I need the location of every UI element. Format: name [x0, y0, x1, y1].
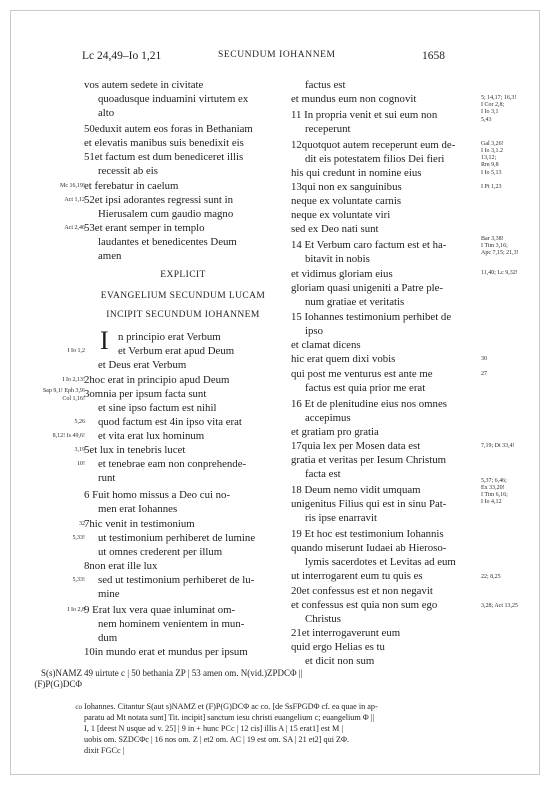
text-line: 12quotquot autem receperunt eum de-: [291, 139, 456, 151]
text-line: 51et factum est dum benediceret illis: [84, 151, 244, 163]
text-line: 16 Et de plenitudine eius nos omnes: [291, 398, 447, 410]
text-line: his qui credunt in nomine eius: [291, 167, 422, 179]
text-line: 5et lux in tenebris lucet: [84, 444, 186, 456]
margin-ref: I Io 4,12: [481, 499, 502, 505]
apparatus-line: dixit FGCc |: [84, 746, 125, 755]
apparatus-line: I, 1 [deest N usque ad v. 25] | 9 in + hunc PCc | 12 cis] illis A | 15 erat1] est M |: [84, 724, 343, 733]
margin-ref: I Cor 2,8;: [481, 102, 505, 108]
drop-cap-initial: I: [100, 326, 109, 355]
margin-ref: Mc 16,19!: [60, 183, 85, 189]
incipit-heading: INCIPIT SECUNDUM IOHANNEM: [106, 310, 260, 320]
text-line: et vidimus gloriam eius: [291, 268, 393, 280]
margin-ref: I Io 3,1: [481, 109, 499, 115]
apparatus-sigla: co: [75, 703, 82, 711]
apparatus-line: uobis om. SZDCΦc | 16 nos om. Z | et2 om. AC | 19 est om. SA | 21 et2] qui ZΦ.: [84, 735, 350, 744]
text-line: ut omnes crederent per illum: [98, 546, 223, 558]
text-line: receperunt: [305, 123, 351, 135]
text-line: ut interrogarent eum tu quis es: [291, 570, 423, 582]
text-line: men erat Iohannes: [98, 503, 178, 515]
text-line: hic erat quem dixi vobis: [291, 353, 396, 365]
margin-ref: 5,37; 6,46;: [481, 478, 507, 484]
text-line: et mundus eum non cognovit: [291, 93, 417, 105]
margin-ref: 11,40; Lc 9,32!: [481, 270, 518, 276]
text-line: 20et confessus est et non negavit: [291, 585, 433, 597]
margin-ref: Col 1,16!: [62, 396, 85, 402]
text-line: 11 In propria venit et sui eum non: [291, 109, 438, 121]
text-line: unigenitus Filius qui est in sinu Pat-: [291, 498, 447, 510]
margin-ref: I Io 1,2: [67, 348, 85, 354]
margin-ref: Sap 9,1! Eph 3,9!: [42, 388, 85, 394]
text-line: 10in mundo erat et mundus per ipsum: [84, 646, 248, 658]
text-line: lymis sacerdotes et Levitas ad eum: [305, 556, 456, 568]
header-page-number: 1658: [422, 50, 445, 62]
text-line: ris ipse enarravit: [305, 512, 377, 524]
explicit-heading: EXPLICIT: [160, 270, 206, 280]
text-line: neque ex voluntate carnis: [291, 195, 402, 207]
margin-ref: 5,33!: [72, 535, 85, 541]
margin-ref: Ex 33,20!: [481, 485, 505, 491]
text-line: et vita erat lux hominum: [98, 430, 205, 442]
text-line: 3omnia per ipsum facta sunt: [84, 388, 207, 400]
text-line: 18 Deum nemo vidit umquam: [291, 484, 421, 496]
text-line: 21et interrogaverunt eum: [291, 627, 401, 639]
text-line: 2hoc erat in principio apud Deum: [84, 374, 230, 386]
text-line: 8non erat ille lux: [84, 560, 158, 572]
text-line: 53et erant semper in templo: [84, 222, 205, 234]
margin-ref: 5,33!: [72, 577, 85, 583]
margin-ref: 7,19; Dt 33,4!: [481, 443, 515, 449]
margin-ref: 8,12! Is 49,6!: [52, 433, 85, 439]
text-line: 52et ipsi adorantes regressi sunt in: [84, 194, 234, 206]
text-line: quoadusque induamini virtutem ex: [98, 93, 249, 105]
text-line: et clamat dicens: [291, 339, 361, 351]
text-line: ipso: [305, 325, 323, 337]
text-line: ut testimonium perhiberet de lumine: [98, 532, 256, 544]
text-line: dit eis potestatem filios Dei fieri: [305, 153, 445, 165]
text-line: Christus: [305, 613, 341, 625]
text-line: mine: [98, 588, 120, 600]
text-line: n principio erat Verbum: [118, 331, 221, 343]
margin-ref: I Io 5,13: [481, 170, 502, 176]
text-line: et sine ipso factum est nihil: [98, 402, 217, 414]
evangelium-heading: EVANGELIUM SECUNDUM LUCAM: [100, 291, 266, 301]
margin-ref: I Io 3,1.2: [481, 148, 503, 154]
text-line: 6 Fuit homo missus a Deo cui no-: [84, 489, 231, 501]
text-line: gloriam quasi unigeniti a Patre ple-: [291, 282, 444, 294]
apparatus-sigla: S(s)NAMZ: [40, 668, 82, 678]
margin-ref: I Pt 1,23: [481, 184, 502, 190]
margin-ref: I Tim 3,16;: [481, 243, 508, 249]
text-line: quod factum est 4in ipso vita erat: [98, 416, 242, 428]
margin-ref: 3,19: [74, 447, 85, 453]
text-line: sed ex Deo nati sunt: [291, 223, 379, 235]
apparatus-line: Iohannes. Citantur S(aut s)NAMZ et (F)P(G)DCΦ ac co. [de SsFPGDΦ cf. ea quae in ap-: [84, 702, 378, 711]
apparatus-line: paratu ad Mt notata sunt] Tit. incipit] sanctum iesu christi euangelium c; euangelium Φ ||: [84, 713, 375, 722]
text-line: et dicit non sum: [305, 655, 375, 667]
text-line: et tenebrae eam non conprehende-: [98, 458, 247, 470]
text-line: 19 Et hoc est testimonium Iohannis: [291, 528, 444, 540]
text-line: et gratiam pro gratia: [291, 426, 379, 438]
text-line: dum: [98, 632, 118, 644]
margin-ref: 5,26: [74, 419, 85, 425]
margin-ref: Apc 7,15; 21,3!: [481, 250, 519, 256]
text-line: et Deus erat Verbum: [98, 359, 187, 371]
text-line: et confessus est quia non sum ego: [291, 599, 438, 611]
text-line: accepimus: [305, 412, 351, 424]
text-line: 9 Erat lux vera quae inluminat om-: [84, 604, 236, 616]
margin-ref: I Io 2,8: [67, 607, 85, 613]
text-line: 15 Iohannes testimonium perhibet de: [291, 311, 452, 323]
text-line: gratia et veritas per Iesum Christum: [291, 454, 447, 466]
text-line: 7hic venit in testimonium: [84, 518, 195, 530]
text-line: num gratiae et veritatis: [305, 296, 405, 308]
text-line: 17quia lex per Mosen data est: [291, 440, 421, 452]
text-line: runt: [98, 472, 116, 484]
margin-ref: Act 1,12: [64, 197, 85, 203]
apparatus-line: 49 uirtute c | 50 bethania ZP | 53 amen om. N(vid.)ZPDCΦ ||: [84, 668, 303, 678]
text-line: quid ergo Helias es tu: [291, 641, 385, 653]
text-line: Hierusalem cum gaudio magno: [98, 208, 234, 220]
text-line: laudantes et benedicentes Deum: [98, 236, 237, 248]
margin-ref: 32: [79, 521, 85, 527]
header-reference: Lc 24,49–Io 1,21: [82, 50, 162, 62]
text-line: et elevatis manibus suis benedixit eis: [84, 137, 244, 149]
margin-ref: 22; 8,25: [481, 574, 501, 580]
margin-ref: 13,12;: [481, 155, 497, 161]
text-line: 13qui non ex sanguinibus: [291, 181, 402, 193]
margin-ref: Gal 3,26!: [481, 141, 504, 147]
margin-ref: 10!: [77, 461, 85, 467]
text-line: qui post me venturus est ante me: [291, 368, 433, 380]
text-line: factus est: [305, 79, 346, 91]
text-line: alto: [98, 107, 115, 119]
margin-ref: 27: [481, 371, 487, 377]
margin-ref: I Tim 6,16;: [481, 492, 508, 498]
text-line: nem hominem venientem in mun-: [98, 618, 245, 630]
margin-ref: 3,28; Act 13,25: [481, 603, 518, 609]
margin-ref: Act 2,46: [64, 225, 85, 231]
margin-ref: 30: [481, 356, 487, 362]
text-line: 14 Et Verbum caro factum est et ha-: [291, 239, 447, 251]
header-title: SECUNDUM IOHANNEM: [218, 50, 336, 60]
margin-ref: 5; 14,17; 16,3!: [481, 95, 517, 101]
text-line: amen: [98, 250, 122, 262]
text-line: sed ut testimonium perhiberet de lu-: [98, 574, 255, 586]
text-line: et Verbum erat apud Deum: [118, 345, 235, 357]
text-line: recessit ab eis: [98, 165, 158, 177]
text-line: neque ex voluntate viri: [291, 209, 391, 221]
text-line: factus est quia prior me erat: [305, 382, 426, 394]
text-line: et ferebatur in caelum: [84, 180, 179, 192]
text-line: bitavit in nobis: [305, 253, 370, 265]
text-line: quando miserunt Iudaei ab Hieroso-: [291, 542, 447, 554]
text-line: 50eduxit autem eos foras in Bethaniam: [84, 123, 253, 135]
apparatus-sigla: (F)P(G)DCΦ: [34, 679, 82, 689]
margin-ref: I Io 2,13!: [62, 377, 85, 383]
margin-ref: Rm 9,8: [481, 162, 499, 168]
text-line: vos autem sedete in civitate: [84, 79, 204, 91]
margin-ref: Bar 3,38!: [481, 236, 504, 242]
text-line: facta est: [305, 468, 341, 480]
margin-ref: 5,43: [481, 117, 492, 123]
